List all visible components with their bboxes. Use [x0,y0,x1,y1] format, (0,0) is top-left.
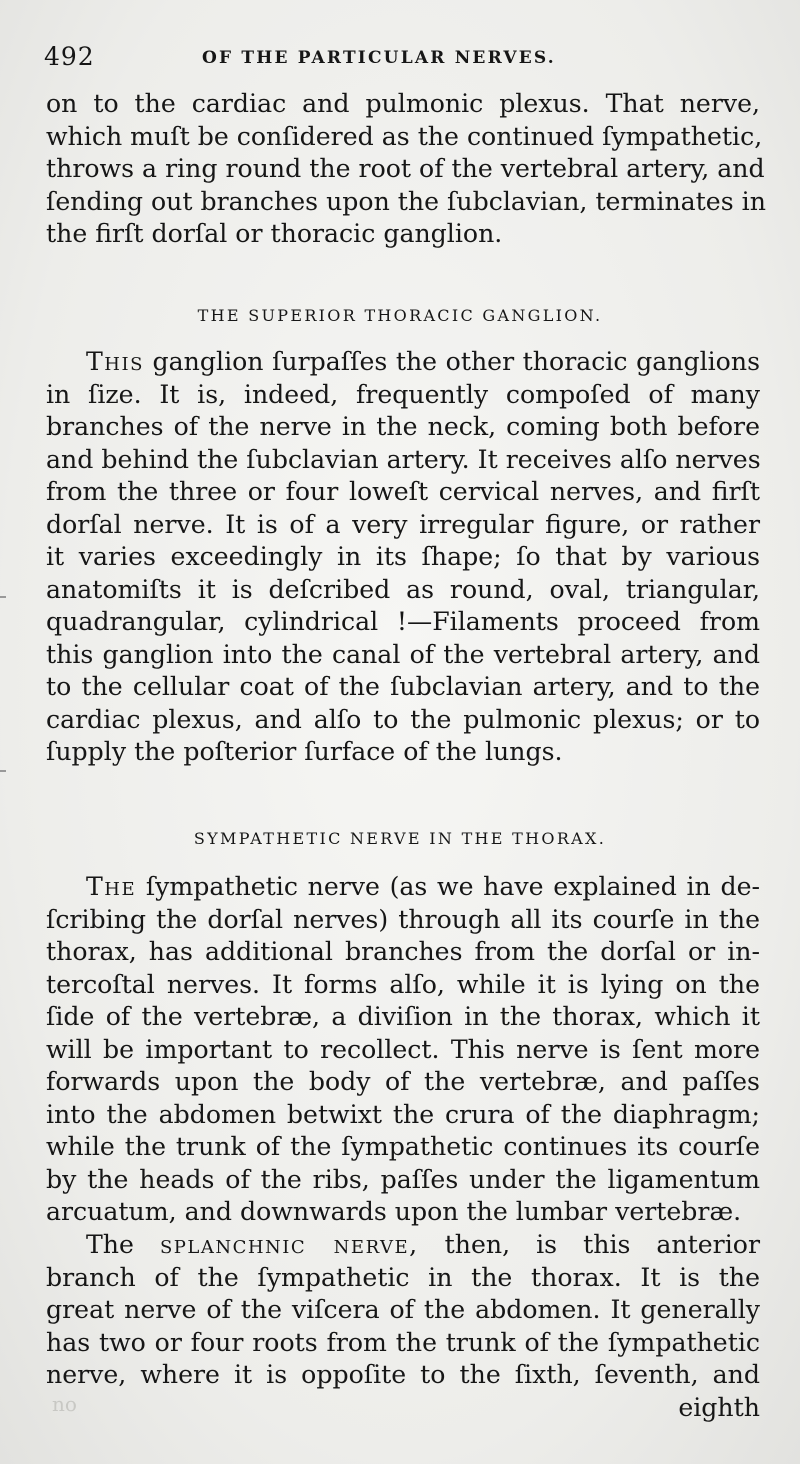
text-line: tercoſtal nerves. It forms alſo, while it is lying on the [46,969,760,999]
running-head: OF THE PARTICULAR NERVES. [202,48,556,68]
text-line: the firſt dorſal or thoracic ganglion. [46,219,503,248]
superior-thoracic-ganglion-paragraph [46,346,760,769]
line-text: ganglion ſurpaſſes the other thoracic ganglions [143,347,760,376]
text-line: on to the cardiac and pulmonic plexus. That nerve, [46,89,760,118]
text-line: will be important to recollect. This nerve is ſent more [46,1034,760,1064]
text-line: ſcribing the dorſal nerves) through all its courſe in the [46,904,760,934]
text-line: anatomiſts it is deſcribed as round, oval, triangular, [46,574,760,604]
text-line [46,1229,760,1262]
text-line: this ganglion into the canal of the vertebral artery, and [46,639,760,669]
text-line: has two or four roots from the trunk of the ſympathetic [46,1327,760,1357]
lead-word: The [86,1230,134,1259]
text-line: while the trunk of the ſympathetic continues its courſe [46,1132,760,1161]
text-line: it varies exceedingly in its ſhape; ſo that by various [46,542,760,571]
text-line: throws a ring round the root of the vertebral artery, and [46,154,765,183]
text-line: to the cellular coat of the ſubclavian artery, and to the [46,672,760,701]
text-line: dorſal nerve. It is of a very irregular figure, or rather [46,509,760,539]
sympathetic-nerve-paragraph [46,871,760,1229]
margin-tick [0,770,6,772]
lead-word: This [86,347,144,376]
text-line: branch of the ſympathetic in the thorax. It is the [46,1262,760,1292]
text-line: ſupply the poſterior ſurface of the lungs. [46,737,563,766]
text-line: cardiac plexus, and alſo to the pulmonic plexus; or to [46,704,760,734]
section-heading-sympathetic-nerve-thorax: SYMPATHETIC NERVE IN THE THORAX. [193,829,607,848]
signature-mark: no [52,1392,77,1416]
text-line: branches of the nerve in the neck, coming both before [46,412,760,441]
text-line: ſending out branches upon the ſubclavian, terminates in [46,186,766,216]
text-line: forwards upon the body of the vertebræ, and paſſes [46,1067,760,1096]
splanchnic-nerve-term: splanchnic nerve, [159,1230,419,1259]
text-line: from the three or four loweſt cervical nerves, and firſt [46,477,760,506]
text-line: arcuatum, and downwards upon the lumbar vertebræ. [46,1197,742,1226]
text-line: in ſize. It is, indeed, frequently compoſed of many [46,379,760,409]
text-line: thorax, has additional branches from the dorſal or in- [46,937,760,966]
page-number: 492 [44,42,95,71]
text-line: ſide of the vertebræ, a diviſion in the thorax, which it [46,1002,760,1031]
text-line: which muſt be conſidered as the continued ſympathetic, [46,121,763,151]
opening-paragraph [46,88,766,251]
text-line: and behind the ſubclavian artery. It receives alſo nerves [46,444,761,474]
text-line: nerve, where it is oppoſite to the ſixth, ſeventh, and [46,1360,760,1389]
line-text: ſympathetic nerve (as we have explained in de- [136,872,760,901]
page-header [44,42,756,76]
text-line: quadrangular, cylindrical !—Filaments proceed from [46,607,760,636]
text-line [46,346,760,379]
line-text: then, is this anterior [418,1230,760,1259]
margin-tick [0,596,6,598]
catchword: eighth [678,1392,760,1422]
text-line: by the heads of the ribs, paſſes under the ligamentum [46,1164,760,1194]
text-line: great nerve of the viſcera of the abdomen. It generally [46,1295,760,1324]
text-line: into the abdomen betwixt the crura of the diaphragm; [46,1099,760,1129]
lead-word: The [86,872,137,901]
text-line [46,871,760,904]
splanchnic-nerve-paragraph [46,1229,760,1424]
section-heading-superior-thoracic-ganglion: THE SUPERIOR THORACIC GANGLION. [197,306,603,325]
